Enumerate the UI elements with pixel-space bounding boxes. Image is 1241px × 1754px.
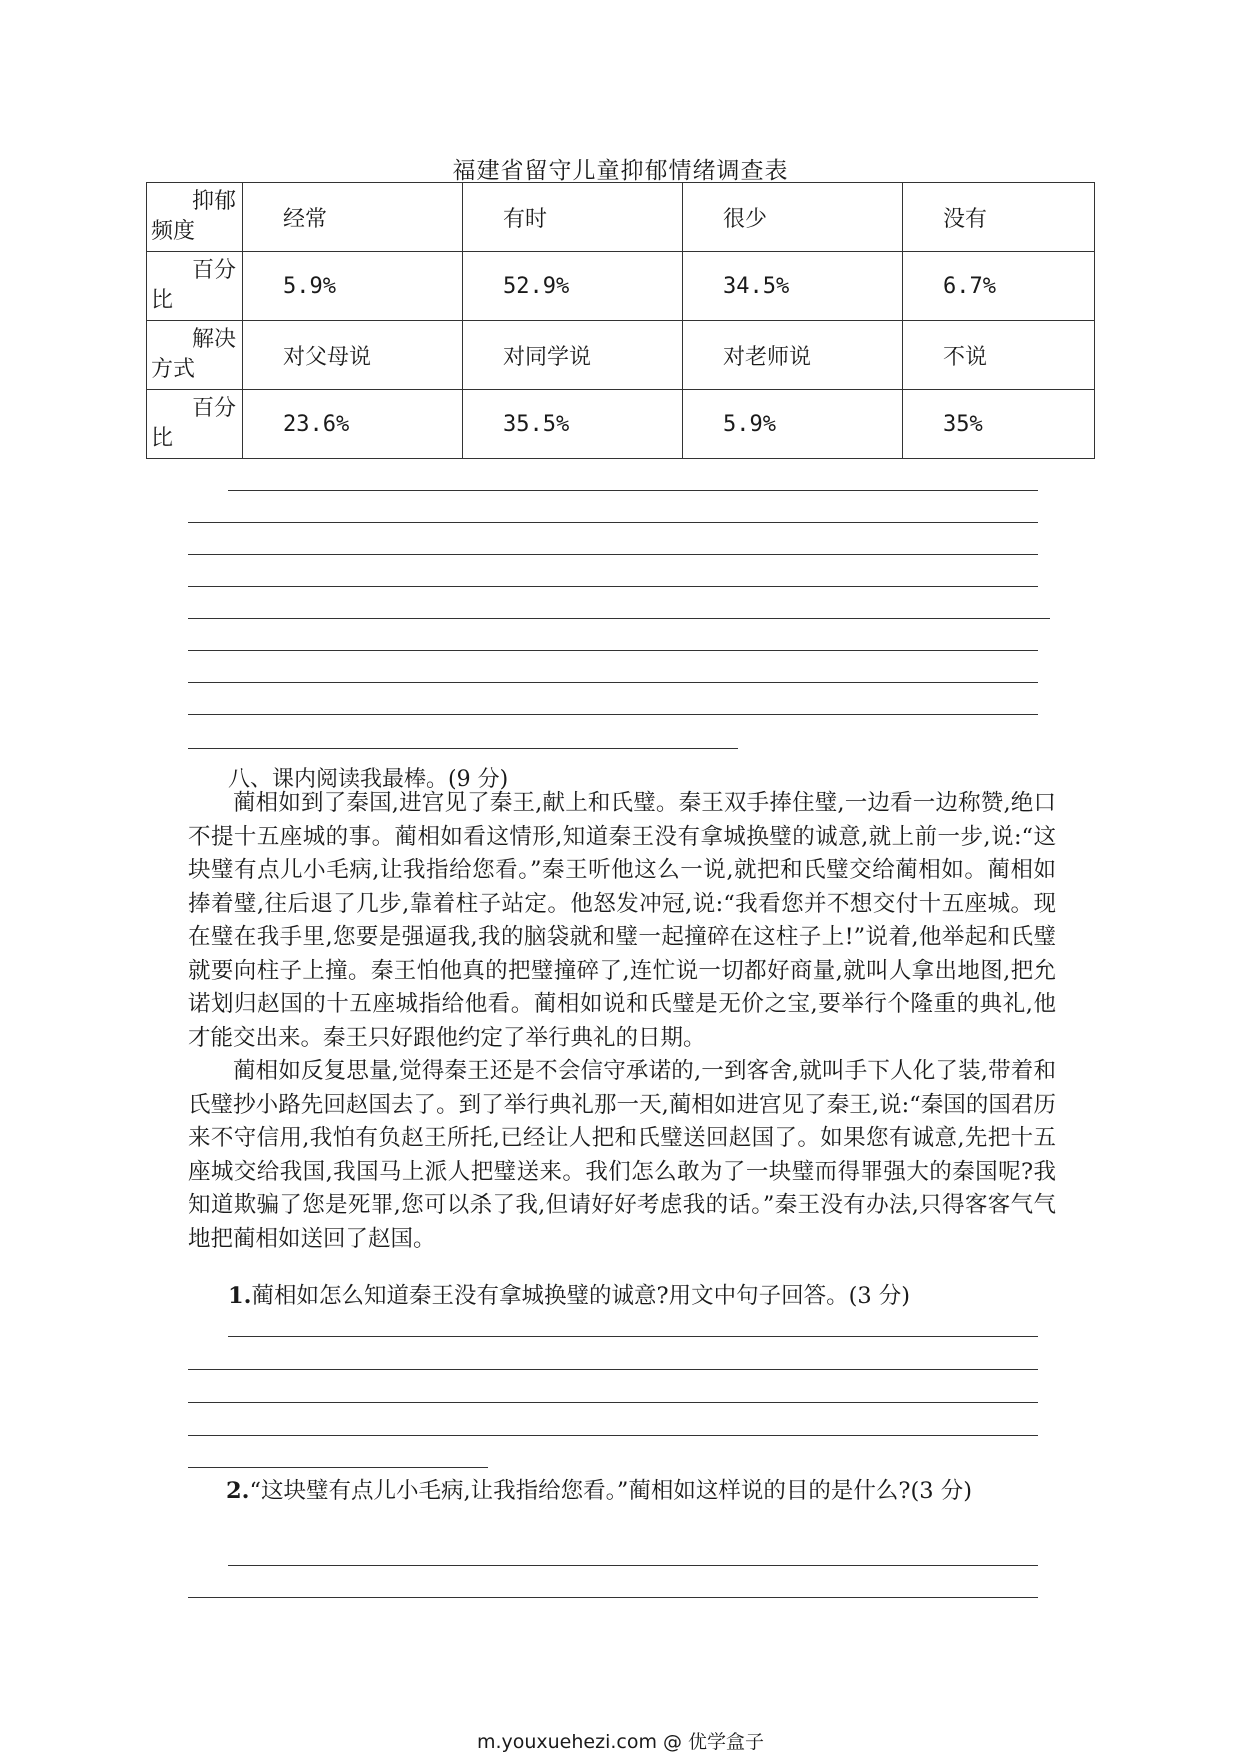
table-cell: 很少 <box>683 183 903 252</box>
table-cell: 52.9% <box>463 252 683 321</box>
row-header-line-1: 百分 <box>191 396 236 421</box>
table-cell: 经常 <box>243 183 463 252</box>
row-header-line-2: 频度 <box>151 219 196 244</box>
row-header <box>147 321 243 390</box>
table-row <box>147 321 1095 390</box>
passage-paragraph-1: 蔺相如到了秦国,进宫见了秦王,献上和氏璧。秦王双手捧住璧,一边看一边称赞,绝口不提十五座城的事。蔺相如看这情形,知道秦王没有拿城换璧的诚意,就上前一步,说:“这块璧有点儿小毛病,让我指给您看。”秦王听他这么一说,就把和氏璧交给蔺相如。蔺相如捧着璧,往后退了几步,靠着柱子站定。他怒发冲冠,说:“我看您并不想交付十五座城。现在璧在我手里,您要是强逼我,我的脑袋就和璧一起撞碎在这柱子上!”说着,他举起和氏璧就要向柱子上撞。秦王怕他真的把璧撞碎了,连忙说一切都好商量,就叫人拿出地图,把允诺划归赵国的十五座城指给他看。蔺相如说和氏璧是无价之宝,要举行个隆重的典礼,他才能交出来。秦王只好跟他约定了举行典礼的日期。 <box>188 790 1056 1051</box>
reading-passage <box>188 787 1056 1256</box>
row-header <box>147 390 243 459</box>
passage-paragraph-2: 蔺相如反复思量,觉得秦王还是不会信守承诺的,一到客舍,就叫手下人化了装,带着和氏璧抄小路先回赵国去了。到了举行典礼那一天,蔺相如进宫见了秦王,说:“秦国的国君历来不守信用,我怕有负赵王所托,已经让人把和氏璧送回赵国了。如果您有诚意,先把十五座城交给我国,我国马上派人把璧送来。我们怎么敢为了一块璧而得罪强大的秦国呢?我知道欺骗了您是死罪,您可以杀了我,但请好好考虑我的话。”秦王没有办法,只得客客气气地把蔺相如送回了赵国。 <box>188 1058 1056 1252</box>
survey-table <box>146 182 1095 459</box>
footer-watermark: m.youxuehezi.com @ 优学盒子 <box>476 1731 765 1753</box>
table-cell: 35.5% <box>463 390 683 459</box>
table-row <box>147 252 1095 321</box>
table-row <box>147 183 1095 252</box>
table-title: 福建省留守儿童抑郁情绪调查表 <box>452 158 789 184</box>
table-cell: 6.7% <box>903 252 1095 321</box>
question-1-number: 1. <box>228 1283 252 1309</box>
row-header-line-2: 方式 <box>151 357 196 382</box>
section-8-title: 八、课内阅读我最棒。(9 分) <box>228 767 509 792</box>
row-header <box>147 252 243 321</box>
table-cell: 35% <box>903 390 1095 459</box>
question-1 <box>228 1280 1058 1313</box>
table-cell: 5.9% <box>243 252 463 321</box>
row-header-line-1: 解决 <box>191 327 236 352</box>
table-cell: 23.6% <box>243 390 463 459</box>
row-header-line-2: 比 <box>151 288 174 313</box>
row-header-line-1: 抑郁 <box>191 189 236 214</box>
row-header <box>147 183 243 252</box>
row-header-line-1: 百分 <box>191 258 236 283</box>
question-2-number: 2. <box>226 1478 250 1504</box>
table-cell: 对父母说 <box>243 321 463 390</box>
table-cell: 对老师说 <box>683 321 903 390</box>
table-cell: 5.9% <box>683 390 903 459</box>
question-2 <box>188 1475 1058 1508</box>
table-cell: 对同学说 <box>463 321 683 390</box>
table-cell: 34.5% <box>683 252 903 321</box>
table-cell: 不说 <box>903 321 1095 390</box>
table-cell: 没有 <box>903 183 1095 252</box>
row-header-line-2: 比 <box>151 426 174 451</box>
question-1-text: 蔺相如怎么知道秦王没有拿城换璧的诚意?用文中句子回答。(3 分) <box>251 1283 911 1309</box>
table-row <box>147 390 1095 459</box>
table-cell: 有时 <box>463 183 683 252</box>
question-2-text: “这块璧有点儿小毛病,让我指给您看。”蔺相如这样说的目的是什么?(3 分) <box>249 1478 972 1504</box>
